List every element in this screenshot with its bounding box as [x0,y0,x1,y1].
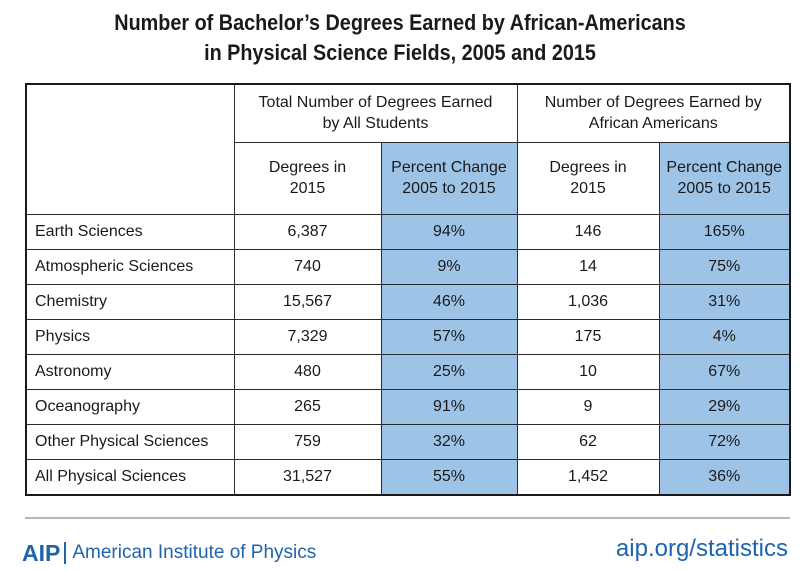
aa-degrees-cell: 9 [517,389,659,424]
field-cell: Other Physical Sciences [26,424,234,459]
table-row [26,249,790,284]
group-header-label: Number of Degrees Earned by African Americans [544,94,762,133]
field-cell: Chemistry [26,284,234,319]
title-line-1: Number of Bachelor’s Degrees Earned by African-Americans [114,10,686,35]
aa-change-cell: 75% [659,249,790,284]
all-change-cell: 25% [381,354,517,389]
table-row [26,389,790,424]
field-cell: Oceanography [26,389,234,424]
all-degrees-cell: 31,527 [234,459,381,495]
all-change-cell: 91% [381,389,517,424]
table-row [26,214,790,249]
degrees-table [25,83,791,496]
chart-title [40,8,760,68]
subheader-all-change [381,142,517,214]
aa-degrees-cell: 14 [517,249,659,284]
all-change-cell: 32% [381,424,517,459]
field-cell: Astronomy [26,354,234,389]
table-row [26,424,790,459]
group-header-label: Total Number of Degrees Earned by All Students [258,94,493,133]
all-change-cell: 46% [381,284,517,319]
field-cell: Physics [26,319,234,354]
all-degrees-cell: 740 [234,249,381,284]
aa-change-cell: 29% [659,389,790,424]
all-degrees-cell: 6,387 [234,214,381,249]
aa-degrees-cell: 175 [517,319,659,354]
all-change-cell: 9% [381,249,517,284]
aa-degrees-cell: 62 [517,424,659,459]
logo-divider [64,542,66,564]
all-change-cell: 55% [381,459,517,495]
field-cell: Atmospheric Sciences [26,249,234,284]
subheader-aa-change [659,142,790,214]
all-degrees-cell: 759 [234,424,381,459]
title-line-2: in Physical Science Fields, 2005 and 2015 [204,40,596,65]
all-degrees-cell: 480 [234,354,381,389]
subheader-label: Percent Change 2005 to 2015 [666,159,783,197]
aa-degrees-cell: 146 [517,214,659,249]
field-cell: All Physical Sciences [26,459,234,495]
corner-cell [26,84,234,214]
group-header-african-americans [517,84,790,142]
footer-divider [25,517,790,519]
subheader-label: Percent Change 2005 to 2015 [391,159,507,197]
aa-change-cell: 165% [659,214,790,249]
aip-logo [22,538,316,568]
subheader-aa-degrees [517,142,659,214]
all-degrees-cell: 15,567 [234,284,381,319]
subheader-all-degrees [234,142,381,214]
group-header-all-students [234,84,517,142]
aa-degrees-cell: 1,036 [517,284,659,319]
table-body [26,214,790,495]
aa-change-cell: 4% [659,319,790,354]
all-change-cell: 94% [381,214,517,249]
subheader-label: Degrees in 2015 [549,159,627,197]
table-row [26,284,790,319]
org-name: American Institute of Physics [72,542,317,563]
table-row [26,459,790,495]
aa-change-cell: 31% [659,284,790,319]
all-degrees-cell: 7,329 [234,319,381,354]
aa-change-cell: 72% [659,424,790,459]
aa-change-cell: 67% [659,354,790,389]
aip-logo-mark: AIP [22,539,61,566]
table-row [26,354,790,389]
stats-url: aip.org/statistics [615,535,788,562]
field-cell: Earth Sciences [26,214,234,249]
all-degrees-cell: 265 [234,389,381,424]
subheader-label: Degrees in 2015 [268,159,347,197]
table-row [26,319,790,354]
aa-change-cell: 36% [659,459,790,495]
aa-degrees-cell: 1,452 [517,459,659,495]
all-change-cell: 57% [381,319,517,354]
aa-degrees-cell: 10 [517,354,659,389]
